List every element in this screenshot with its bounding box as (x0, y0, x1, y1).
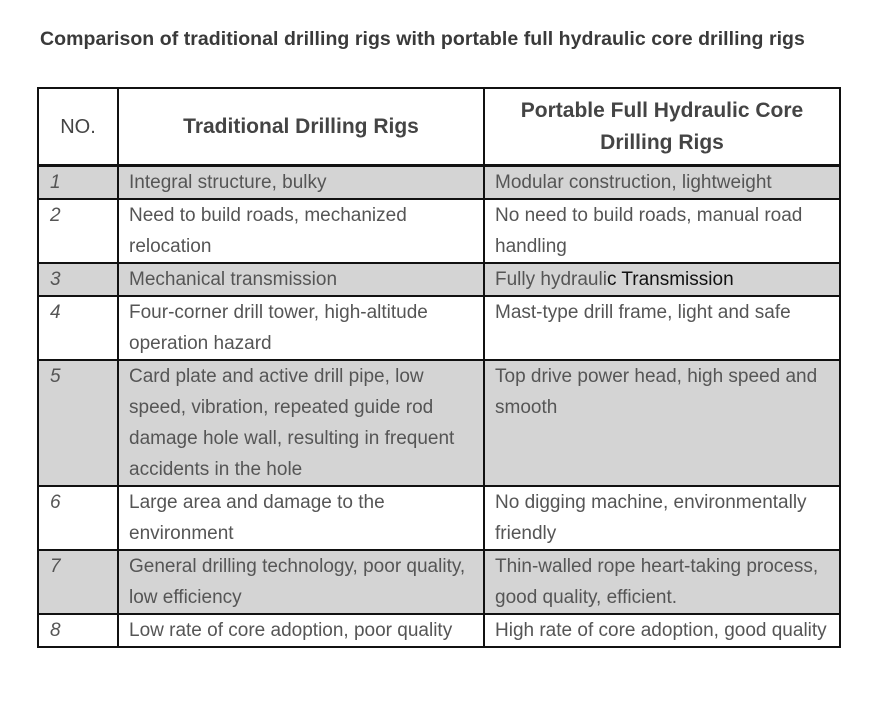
table-row (38, 166, 840, 200)
portable-cell-text-part: Fully hydrauli (495, 269, 607, 290)
page-title: Comparison of traditional drilling rigs with portable full hydraulic core drilling rigs (40, 28, 805, 50)
table-row (38, 550, 840, 614)
row-number: 6 (38, 486, 118, 550)
portable-cell (484, 263, 840, 296)
table-row (38, 614, 840, 647)
row-number: 5 (38, 360, 118, 486)
table-row (38, 296, 840, 360)
table-row (38, 199, 840, 263)
portable-cell: High rate of core adoption, good quality (484, 614, 840, 647)
row-number: 8 (38, 614, 118, 647)
table-row (38, 263, 840, 296)
traditional-cell: Need to build roads, mechanized relocation (118, 199, 484, 263)
traditional-cell: Large area and damage to the environment (118, 486, 484, 550)
portable-cell: Modular construction, lightweight (484, 166, 840, 200)
comparison-table (37, 87, 841, 648)
row-number: 2 (38, 199, 118, 263)
table-header-row (38, 88, 840, 166)
portable-cell: Top drive power head, high speed and smooth (484, 360, 840, 486)
row-number: 1 (38, 166, 118, 200)
traditional-cell: General drilling technology, poor quality, low efficiency (118, 550, 484, 614)
row-number: 3 (38, 263, 118, 296)
portable-cell: Mast-type drill frame, light and safe (484, 296, 840, 360)
traditional-cell: Card plate and active drill pipe, low speed, vibration, repeated guide rod damage hole wall, resulting in frequent accidents in the hole (118, 360, 484, 486)
traditional-cell: Integral structure, bulky (118, 166, 484, 200)
header-traditional: Traditional Drilling Rigs (118, 88, 484, 166)
traditional-cell: Four-corner drill tower, high-altitude operation hazard (118, 296, 484, 360)
traditional-cell: Mechanical transmission (118, 263, 484, 296)
portable-cell: No need to build roads, manual road handling (484, 199, 840, 263)
portable-cell-text-part: c Transmission (606, 269, 734, 290)
traditional-cell: Low rate of core adoption, poor quality (118, 614, 484, 647)
row-number: 4 (38, 296, 118, 360)
table-row (38, 486, 840, 550)
portable-cell: No digging machine, environmentally friendly (484, 486, 840, 550)
header-no: NO. (38, 88, 118, 166)
table-row (38, 360, 840, 486)
row-number: 7 (38, 550, 118, 614)
header-portable: Portable Full Hydraulic Core Drilling Rigs (484, 88, 840, 166)
portable-cell: Thin-walled rope heart-taking process, good quality, efficient. (484, 550, 840, 614)
